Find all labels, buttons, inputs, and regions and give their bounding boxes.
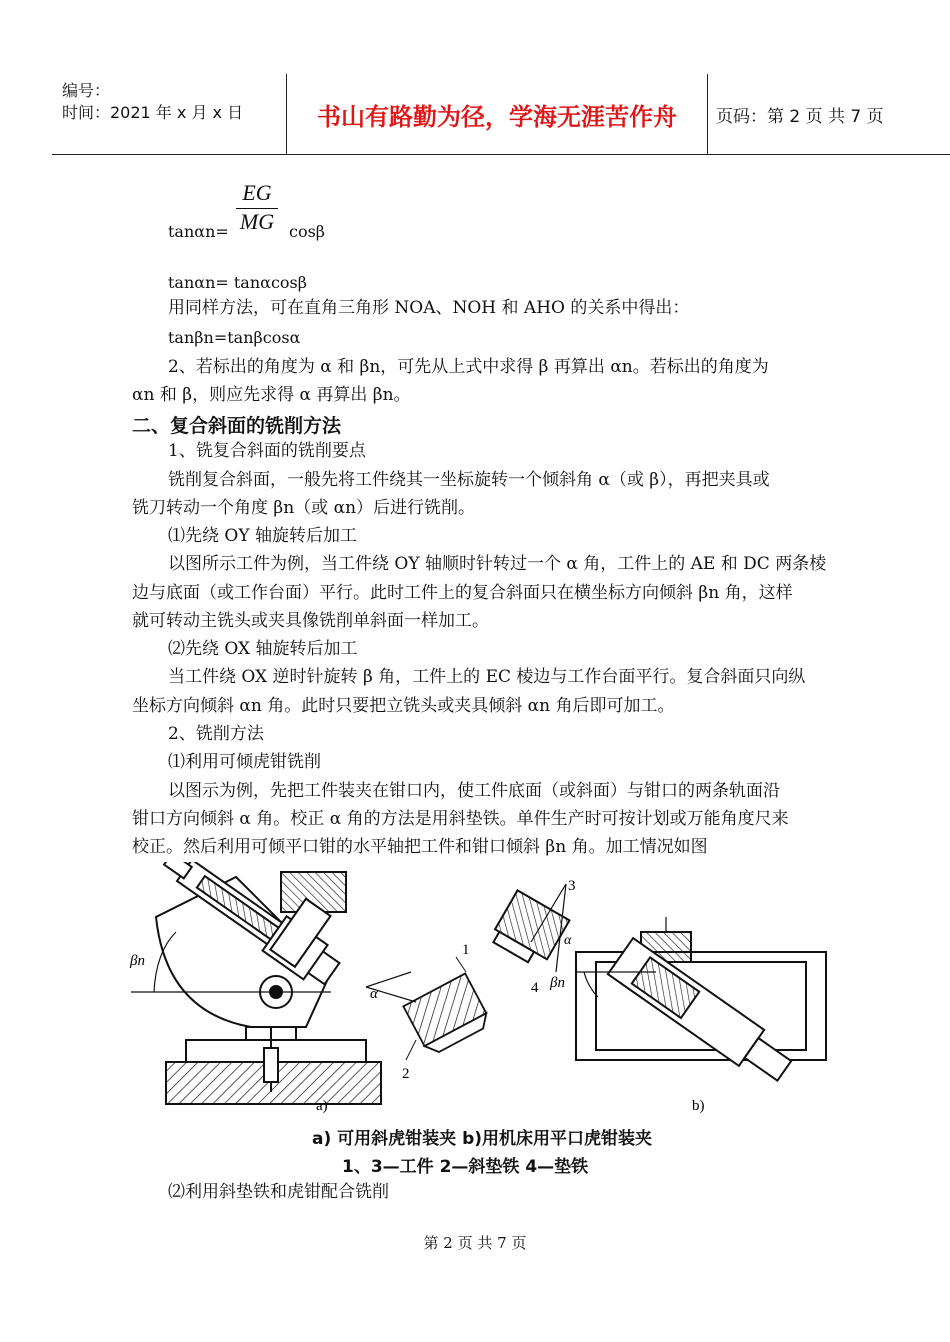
- formula-fraction: [236, 180, 278, 235]
- callout-3: 3: [568, 878, 576, 894]
- page-header: [52, 74, 950, 155]
- paragraph-5c: 校正。然后利用可倾平口钳的水平轴把工件和钳口倾斜 βn 角。加工情况如图: [132, 837, 708, 857]
- formula-rhs: cosβ: [289, 222, 326, 241]
- paragraph-4b: 坐标方向倾斜 αn 角。此时只要把立铣头或夹具倾斜 αn 角后即可加工。: [132, 696, 675, 716]
- callout-1: 1: [462, 942, 470, 958]
- subheading-1: 1、铣复合斜面的铣削要点: [168, 441, 366, 461]
- paragraph-3c: 就可转动主铣头或夹具像铣削单斜面一样加工。: [132, 611, 489, 631]
- formula-line-3: 用同样方法，可在直角三角形 NOA、NOH 和 AHO 的关系中得出：: [168, 298, 690, 318]
- figure-b-alpha-label: α: [564, 933, 572, 948]
- figure-b-label: b): [692, 1098, 705, 1114]
- paragraph-2a: 铣削复合斜面，一般先将工件绕其一坐标旋转一个倾斜角 α（或 β），再把夹具或: [168, 470, 770, 490]
- paragraph-3a: 以图所示工件为例，当工件绕 OY 轴顺时针转过一个 α 角，工件上的 AE 和 DC 两条棱: [168, 554, 827, 574]
- page-footer: 第 2 页 共 7 页: [423, 1234, 527, 1252]
- header-time-label: 时间：2021 年 x 月 x 日: [62, 103, 244, 122]
- callout-4: 4: [531, 980, 539, 996]
- formula-line-2: tanαn= tanαcosβ: [168, 273, 308, 292]
- paragraph-1b: αn 和 β，则应先求得 α 再算出 βn。: [132, 385, 411, 405]
- paragraph-4a: 当工件绕 OX 逆时针旋转 β 角，工件上的 EC 棱边与工作台面平行。复合斜面只向纵: [168, 667, 806, 687]
- formula-numerator: EG: [236, 180, 278, 209]
- figure-b: [489, 884, 826, 1089]
- paragraph-2b: 铣刀转动一个角度 βn（或 αn）后进行铣削。: [132, 498, 476, 518]
- figure-caption-2: 1、3—工件 2—斜垫铁 4—垫铁: [342, 1157, 589, 1177]
- header-meta: [62, 80, 243, 124]
- header-number-label: 编号：: [62, 81, 111, 100]
- subheading-2: 2、铣削方法: [168, 724, 264, 744]
- vise-setup-figure: [126, 862, 836, 1122]
- figure-b-beta-label: βn: [550, 975, 565, 991]
- callout-2: 2: [402, 1066, 410, 1082]
- subheading-2-2: ⑵利用斜垫铁和虎钳配合铣削: [168, 1182, 389, 1202]
- header-page-info: 页码：第 2 页 共 7 页: [716, 106, 884, 127]
- paragraph-5a: 以图示为例，先把工件装夹在钳口内，使工件底面（或斜面）与钳口的两条轨面沿: [168, 781, 780, 801]
- figure-caption-1: a) 可用斜虎钳装夹 b)用机床用平口虎钳装夹: [312, 1129, 653, 1149]
- formula-denominator: MG: [239, 209, 275, 234]
- header-motto: 书山有路勤为径，学海无涯苦作舟: [286, 74, 708, 154]
- subheading-1-2: ⑵先绕 OX 轴旋转后加工: [168, 639, 358, 659]
- section-heading-2: 二、复合斜面的铣削方法: [132, 415, 342, 437]
- subheading-2-1: ⑴利用可倾虎钳铣削: [168, 752, 321, 772]
- figure-a-alpha-label: α: [370, 986, 378, 1002]
- paragraph-1a: 2、若标出的角度为 α 和 βn，可先从上式中求得 β 再算出 αn。若标出的角度为: [168, 357, 769, 377]
- subheading-1-1: ⑴先绕 OY 轴旋转后加工: [168, 526, 357, 546]
- formula-line-4: tanβn=tanβcosα: [168, 328, 301, 347]
- paragraph-5b: 钳口方向倾斜 α 角。校正 α 角的方法是用斜垫铁。单件生产时可按计划或万能角度尺来: [132, 809, 789, 829]
- formula-lhs: tanαn=: [168, 222, 229, 241]
- figure-a: [131, 862, 381, 1104]
- paragraph-3b: 边与底面（或工作台面）平行。此时工件上的复合斜面只在横坐标方向倾斜 βn 角，这样: [132, 583, 793, 603]
- figure-a-beta-label: βn: [130, 953, 145, 969]
- figure-a-label: a): [316, 1098, 328, 1114]
- wedge-detail: [366, 957, 492, 1060]
